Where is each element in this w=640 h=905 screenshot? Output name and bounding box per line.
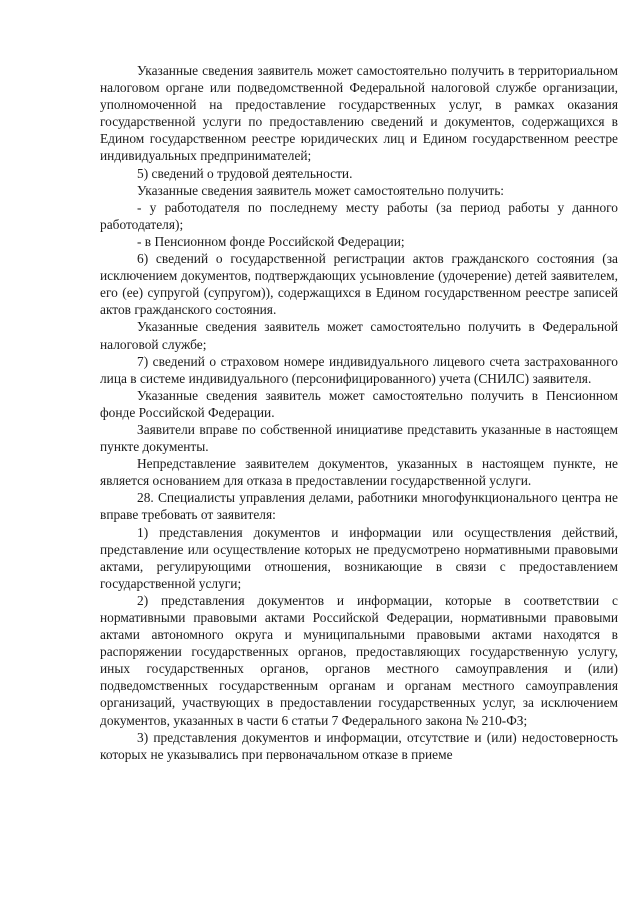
paragraph-non-submission: Непредставление заявителем документов, указанных в настоящем пункте, не является основанием для отказа в предоставлении государственной услуги. <box>100 456 618 489</box>
paragraph-labor-source-intro: Указанные сведения заявитель может самостоятельно получить: <box>137 182 505 198</box>
paragraph-28-subitem-2: 2) представления документов и информации, которые в соответствии с нормативными правовыми актами Российской Федерации, нормативными правовыми актами автономного округа и муниципальными правовыми актами находятся в распоряжении государственных органов, предоставляющих государственную услугу, иных государственных органов, органов местного самоуправления и (или) подведомственных государственным органам и органам местного самоуправления организаций, участвующих в предоставлении государственных услуг, за исключением документов, указанных в части 6 статьи 7 Федерального закона № 210-ФЗ; <box>100 592 618 728</box>
paragraph-tax-registry-info: Указанные сведения заявитель может самостоятельно получить в территориальном налоговом органе или подведомственной Федеральной налоговой службе организации, уполномоченной на предоставление государственных услуг, в рамках оказания государственной услуги по предоставлению сведений и документов, содержащихся в Едином государственном реестре юридических лиц и Едином государственном реестре индивидуальных предпринимателей; <box>100 63 618 164</box>
paragraph-item-5-labor: 5) сведений о трудовой деятельности. <box>137 165 353 181</box>
paragraph-item-6-civil-status: 6) сведений о государственной регистрации актов гражданского состояния (за исключением документов, подтверждающих усыновление (удочерение) детей заявителем, его (ее) супругой (супругом)), содержащихся в Едином государственном реестре записей актов гражданского состояния. <box>100 251 618 318</box>
paragraph-own-initiative: Заявители вправе по собственной инициативе представить указанные в настоящем пункте документы. <box>100 421 618 455</box>
paragraph-civil-status-source: Указанные сведения заявитель может самостоятельно получить в Федеральной налоговой службе; <box>100 319 618 352</box>
paragraph-item-28: 28. Специалисты управления делами, работники многофункционального центра не вправе требовать от заявителя: <box>100 490 618 523</box>
document-page <box>100 62 618 763</box>
paragraph-28-subitem-3: 3) представления документов и информации, отсутствие и (или) недостоверность которых не указывались при первоначальном отказе в приеме <box>100 729 618 762</box>
paragraph-28-subitem-1: 1) представления документов и информации или осуществления действий, представление или осуществление которых не предусмотрено нормативными правовыми актами, регулирующими отношения, возникающие в связи с предоставлением государственной услуги; <box>100 524 618 591</box>
paragraph-item-7-snils: 7) сведений о страховом номере индивидуального лицевого счета застрахованного лица в системе индивидуального (персонифицированного) учета (СНИЛС) заявителя. <box>100 353 618 386</box>
paragraph-snils-source: Указанные сведения заявитель может самостоятельно получить в Пенсионном фонде Российской Федерации. <box>100 387 618 420</box>
paragraph-labor-source-employer: - у работодателя по последнему месту работы (за период работы у данного работодателя); <box>100 199 618 232</box>
paragraph-labor-source-pension: - в Пенсионном фонде Российской Федерации; <box>137 233 405 249</box>
